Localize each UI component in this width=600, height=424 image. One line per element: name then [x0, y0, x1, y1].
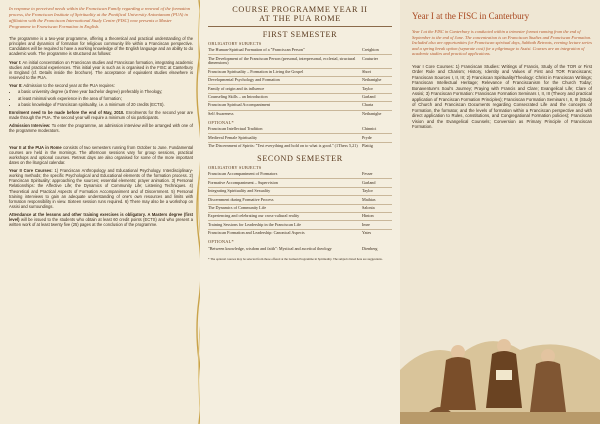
canterbury-intro: Year I at the FISC in Canterbury is conducted within a trimester format running from the end of September to the end of June. The concentration is on Franciscan Studies and Franciscan Formation. Included also are opportunities for Franciscan spiritual days, Sabbath Retreats, evening lecture series and a spring break option (separate cost) for a pilgrimage to Assisi. Courses are an integration of academic studies and practical applications.: [412, 29, 592, 57]
course-teacher: Garland: [362, 94, 376, 100]
course-row: [208, 126, 392, 134]
course-name: Developmental Psychology and Formation: [208, 77, 280, 83]
course-row: [208, 111, 392, 118]
list-item: • at least minimal work experience in the area of formation;: [18, 96, 193, 101]
course-name: "Between knowledge, wisdom and faith": Mystical and ascetical theology: [208, 245, 332, 251]
course-teacher: Couturier: [362, 55, 379, 61]
course-teacher: Pryde: [362, 134, 372, 140]
course-teacher: Nethanighe: [362, 110, 382, 116]
enrolment-paragraph: Enrolment need to be made before the end of May, 2010. Enrolments for the second year are made through the PUA. The second year will require a minimum of six participants.: [9, 109, 194, 120]
course-row: [208, 55, 392, 68]
course-row: [208, 69, 392, 77]
course-programme-panel: [200, 0, 400, 424]
course-teacher: Garland: [362, 179, 376, 185]
course-name: Self Awareness: [208, 110, 234, 116]
course-name: Counseling Skills – an Introduction: [208, 94, 268, 100]
list-item: • a basic knowledge of Franciscan spirituality, i.e. a minimum of 20 credits (ECTS).: [18, 102, 193, 107]
course-name: The Dynamics of Community Life: [208, 204, 267, 210]
course-row: [208, 245, 392, 252]
course-name: Integrating Spirituality and Sexuality: [208, 188, 271, 194]
course-name: Family of origin and its influence: [208, 85, 265, 91]
course-name: Franciscan Intellectual Tradition: [208, 126, 263, 132]
attendance-paragraph: Attendance at the lessons and other training exercises is obligatory. A Masters degree (first level) will be issued to the students who obtain at least 60 credit points (ECTS) and who present a written work of at least twenty five (25) pages at the conclusion of the programme.: [9, 212, 194, 228]
left-body: [9, 36, 193, 227]
course-name: Experiencing and celebrating our cross-cultural reality: [208, 213, 300, 219]
programme-header: COURSE PROGRAMME YEAR II AT THE PUA ROME: [232, 5, 368, 23]
course-name: The Development of the Franciscan Person (personal, interpersonal, ecclesial, structural dimensions): [208, 55, 356, 66]
course-row: [208, 179, 392, 187]
course-row: [208, 188, 392, 196]
course-row: [208, 134, 392, 142]
obligatory-label: OBLIGATORY SUBJECTS: [208, 165, 262, 171]
footnote: * The optional courses may be selected from those offered at the Lumsen Programme in Spirituality. The subjects listed here are suggestions.: [208, 256, 383, 261]
intro-text: In response to perceived needs within the Franciscan Family regarding a renewal of the formation process, the Franciscan Institute of Spirituality at the Pontifical University Antonianum (PUA) in affiliation with the Franciscan International Study Centre (FISC) now presents a Master Programme in Franciscan Formation in English.: [9, 6, 191, 29]
optional-label: OPTIONAL*: [208, 239, 234, 245]
canterbury-body: Year I Core Courses: 1) Franciscan Studies: Writings of Francis, Study of the TOR or First Order Rule and Charism; History, Identity and Values of First and TOR Franciscans; Franciscan Sources I, II, III; 2) Franciscan Spirituality/Theology: Christ in Franciscan Writings; Franciscan Intellectual Heritage; Relevance of Franciscanism for the Church Today; Bonaventure's Soul's Journey; Praying with Francis and Clare; Evangelical Life; Clare of Assisi; 3) Franciscan Formation: Franciscan Formation Seminars I, II, III (Theory and practical application of Franciscan Formation Principles); Franciscan Formation Seminars I, II, III (Study of Church and Franciscan Documents regarding Consecrated Life and the concepts of Formation, the formator, and the levels of formation within a Franciscan perspective and with direct application to Rules, constitutions, and Congregational Formation policies); Franciscan Vision and the Evangelical Counsels; Conversion as Primary Principle of Franciscan Formation.: [412, 63, 592, 130]
course-name: The Discernment of Spirits: "Test everything and hold on to what is good." (1Thess 5,21): [208, 143, 358, 148]
divider: [208, 26, 392, 27]
course-name: Medieval Female Spirituality: [208, 134, 258, 140]
course-name: Franciscan Spiritual Accompaniment: [208, 102, 271, 108]
course-teacher: Taylor: [362, 85, 373, 91]
second-optional-list: [200, 245, 400, 252]
course-teacher: Taylor: [362, 188, 373, 194]
course-row: [208, 196, 392, 204]
course-teacher: Dienberg: [362, 245, 378, 251]
course-name: Franciscan Accompaniment of Formators: [208, 171, 278, 177]
obligatory-label: OBLIGATORY SUBJECTS: [208, 41, 262, 46]
course-name: Training Sessions for Leadership in the Franciscan Life: [208, 221, 301, 227]
requirements-list: [18, 89, 193, 107]
second-obligatory-list: [200, 171, 400, 237]
course-teacher: Hinton: [362, 213, 374, 219]
course-teacher: Short: [362, 68, 372, 74]
course-teacher: Creighton: [362, 47, 379, 53]
course-teacher: Salonia: [362, 204, 375, 210]
course-teacher: Nethanighe: [362, 77, 382, 83]
year2-paragraph: Year II: Admission to the second year at the PUA requires:: [9, 83, 115, 89]
admission-paragraph: Admission Interview: To enter the programme, an admission interview will be arranged with one of the programme moderators.: [9, 123, 193, 134]
course-teacher: Imre: [362, 221, 370, 227]
course-teacher: Plattig: [362, 143, 373, 148]
left-panel: [0, 0, 200, 424]
optional-label: OPTIONAL*: [208, 119, 234, 125]
first-semester-title: FIRST SEMESTER: [262, 30, 338, 39]
course-row: [208, 213, 392, 221]
course-name: Formative Accompaniment – Supervision: [208, 179, 278, 185]
course-name: Franciscan Formation and Leadership: Canonical Aspects: [208, 230, 305, 236]
first-optional-list: [200, 126, 400, 150]
course-name: The Human-Spiritual Formation of a "Franciscan Person": [208, 47, 305, 53]
course-name: Discernment during Formative Process: [208, 196, 274, 202]
course-row: [208, 77, 392, 85]
course-teacher: Charta: [362, 102, 374, 108]
course-row: [208, 205, 392, 213]
course-row: [208, 221, 392, 229]
canterbury-title: Year I at the FISC in Canterbury: [412, 11, 530, 21]
course-teacher: Yates: [362, 230, 372, 236]
friars-illustration: [400, 300, 600, 424]
course-row: [208, 47, 392, 55]
course-row: [208, 94, 392, 102]
first-obligatory-list: [200, 47, 400, 118]
course-name: Franciscan Spirituality – Formation in Living the Gospel: [208, 68, 304, 74]
course-row: [208, 85, 392, 93]
list-item: • a basic university degree (a three year bachelor degree) preferably in Theology;: [18, 89, 193, 94]
pua-paragraph: Year II at the PUA in Rome consists of two semesters running from October to June. Fundamental courses are held in the mornings. The afternoon sessions vary for group sessions, practical workshops and optional courses. Retreat days are also organised for some of the more important dates on the liturgical calendar.: [9, 144, 193, 165]
course-row: [208, 143, 392, 150]
year1-paragraph: Year I: An initial concentration on Franciscan studies and Franciscan formation, integrating academic studies and practical experiences. This initial year is such as is organised in the FISC at Canterbury in England (cf. Details inside the brochure). The acceptance of equivalent studies elsewhere is reserved to the PUA.: [9, 59, 193, 80]
course-teacher: Chinnici: [362, 126, 377, 132]
programme-paragraph: The programme is a two-year programme, offering a theoretical and practical understanding of the principles and dynamics of formation for religious community life within a Franciscan perspective. Candidates will be required to have a working knowledge of the English language and an ability to do academic work. The programme is structured as follows:: [9, 36, 193, 57]
course-row: [208, 230, 392, 237]
course-row: [208, 102, 392, 110]
core-courses-paragraph: Year II Core Courses: 1) Franciscan Anthropology and Educational Psychology. Interdisciplinary-working methods; the specific Psychological and Educational elements of the formation process. 2) Franciscan Spirituality: approaching the sources; essential elements; prayer animation. 3) Personal Relationships: the Affective Life; the Dynamics of Community Life; Listening Techniques. 4) Theoretical and Practical Aspects of Formation Accompaniment and of Discernment. 5) Personal training interviews to gain an adequate understanding of one's own resources and limits with formation responsibility in view. Sixteen session runs required. 6) There may also be a workshop on Assisi and surroundings.: [9, 168, 193, 209]
course-teacher: Fesser: [362, 171, 373, 177]
second-semester-title: SECOND SEMESTER: [257, 154, 343, 164]
course-row: [208, 171, 392, 179]
course-teacher: Mathias: [362, 196, 376, 202]
